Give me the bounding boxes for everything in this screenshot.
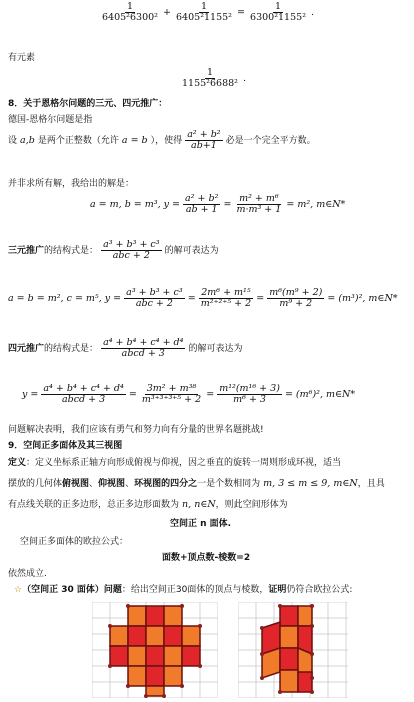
euler-formula: 面数+顶点数-棱数=2 [162,553,251,563]
section8-intro: 德国-恩格尔问题是指 [8,115,93,125]
euler-intro: 空间正多面体的欧拉公式： [20,537,129,547]
quaternary-solution: y = $\frac{\text{a⁴ + b⁴ + c⁴ + d⁴}}{\text{abcd + 3}}$ = $\frac{\text{3m² + m³⁸}}{\text{m³⁺³⁺³⁺⁵ + 2}}$ = $\frac{\text{m¹²(m¹⁶ + 3)}}{\text{m⁶ + 3}}$ = (m⁶)², m∈N* [22,383,356,405]
question-30: ☆（空间正 30 面体）问题：给出空间正30面体的顶点与棱数，证明仍符合欧拉公式: [14,585,353,595]
ternary-solution: a = b = m², c = m⁵, y = $\frac{\text{a³ + b³ + c³}}{\text{abc + 2}}$ = $\frac{\text{2m⁶ + m¹⁵}}{\text{m²⁺²⁺⁵ + 2}}$ = $\frac{\text{m⁶(m⁹ + 2)}}{\text{m⁹ + 2}}$ = (m³)², m∈N* [8,287,398,309]
section8-nontrivial: 并非求所有解，我给出的解是： [8,179,135,189]
definition-line1: 定义：定义坐标系正轴方向形成俯视与仰视，因之垂直的旋转一周则形成环视，适当 [8,458,342,468]
cross-net-figure [92,602,218,698]
ternary-structure: 三元推广的结构式是： $\frac{\text{a³ + b³ + c³}}{\text{abc + 2}}$ 的解可表达为 [8,239,219,261]
section8-heading: 8．关于恩格尔问题的三元、四元推广： [8,99,168,109]
top-equation: $\frac{1}{\text{6405²6300²}}$ + $\frac{1}{\text{6405²1155²}}$ = $\frac{1}{\text{6300²1155²}}$ . [102,1,315,23]
section9-heading: 9．空间正多面体及其三视图 [8,441,123,451]
named-polyhedron: 空间正 n 面体. [170,519,232,529]
quaternary-structure: 四元推广的结构式是： $\frac{\text{a⁴ + b⁴ + c⁴ + d⁴}}{\text{abcd + 3}}$ 的解可表达为 [8,337,243,359]
rotated-net-figure [238,602,348,698]
element-fraction: $\frac{1}{\text{1155²6688²}}$ . [182,67,247,89]
section8-solution: a = m, b = m³, y = $\frac{\text{a² + b²}}{ab + 1}$ = $\frac{\text{m² + m⁶}}{\text{m·m³ + 1}}$ = m², m∈N* [90,193,346,215]
definition-line2: 摆放的几何体俯视图、仰视图、环视图的四分之一是个数相同为 m, 3 ≤ m ≤ 9, m∈N，且具 [8,478,385,489]
section8-problem: 设 a,b 是两个正整数（允许 a = b ），使得 $\frac{\text{a² + b²}}{ab+1}$ 必是一个完全平方数。 [8,129,316,151]
has-element-label: 有元素 [8,53,36,63]
definition-line3: 有点线关联的正多边形，总正多边形面数为 n, n∈N，则此空间形体为 [8,499,288,510]
obvious-text: 依然成立. [8,569,47,579]
section8-closing: 问题解决表明，我们应该有勇气和努力向有分量的世界名题挑战! [8,425,264,435]
